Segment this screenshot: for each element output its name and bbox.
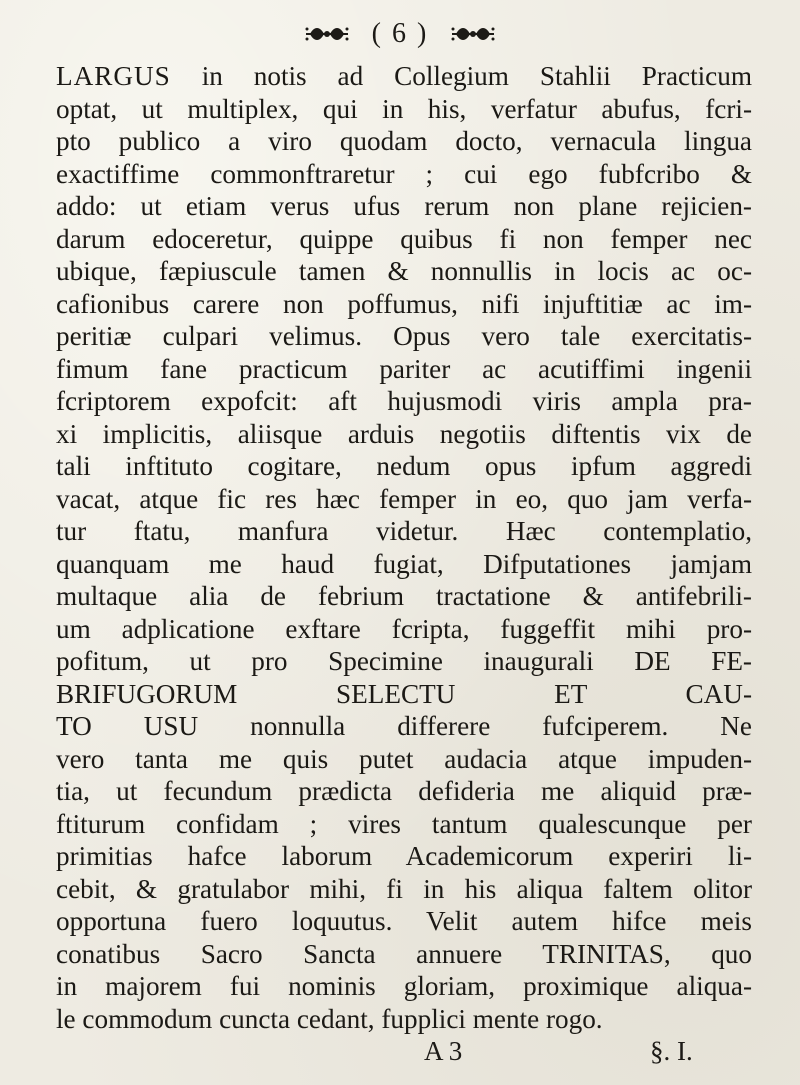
text-line: vero tanta me quis putet audacia atque impuden- <box>56 743 752 774</box>
text-line: addo: ut etiam verus ufus rerum non plane rejicien- <box>56 191 752 221</box>
text-line: tur ftatu, manfura videtur. Hæc contemplatio, <box>56 516 752 546</box>
text-line: pto publico a viro quodam docto, vernacula lingua <box>56 126 752 156</box>
page-footer <box>56 1036 752 1070</box>
text-line: multaque alia de febrium tractatione & antifebrili- <box>56 581 752 611</box>
text-line: optat, ut multiplex, qui in his, verfatur abufus, fcri- <box>56 93 752 124</box>
text-line: primitias hafce laborum Academicorum experiri li- <box>56 841 752 871</box>
text-line: xi implicitis, aliisque arduis negotiis diftentis vix de <box>56 418 752 449</box>
running-header <box>0 14 800 54</box>
text-line: fcriptorem expofcit: aft hujusmodi viris ampla pra- <box>56 386 752 416</box>
text-line: TO USU nonnulla differere fufciperem. Ne <box>56 711 752 741</box>
right-ornament-icon <box>450 24 496 44</box>
text-line: vacat, atque fic res hæc femper in eo, quo jam verfa- <box>56 483 752 514</box>
text-line: quanquam me haud fugiat, Difputationes jamjam <box>56 548 752 579</box>
text-line: darum edoceretur, quippe quibus fi non femper nec <box>56 223 752 254</box>
lead-word: LARGUS <box>56 61 171 91</box>
text-line: cafionibus carere non poffumus, nifi injuftitiæ ac im- <box>56 288 752 319</box>
text-line: tia, ut fecundum prædicta defideria me aliquid præ- <box>56 776 752 806</box>
text-line <box>56 60 752 93</box>
page-number: ( 6 ) <box>371 18 429 49</box>
text-line: le commodum cuncta cedant, fupplici mente rogo. <box>56 1003 603 1034</box>
text-line: fimum fane practicum pariter ac acutiffimi ingenii <box>56 353 752 384</box>
signature-mark: A 3 <box>424 1036 463 1066</box>
text-line: BRIFUGORUM SELECTU ET CAU- <box>56 678 752 709</box>
text-line: tali inftituto cogitare, nedum opus ipfum aggredi <box>56 451 752 481</box>
text-line: ubique, fæpiuscule tamen & nonnullis in locis ac oc- <box>56 256 752 286</box>
text-line: um adplicatione exftare fcripta, fuggeffit mihi pro- <box>56 613 752 644</box>
line-text: in notis ad Collegium Stahlii Practicum <box>170 61 752 91</box>
text-line: pofitum, ut pro Specimine inaugurali DE FE- <box>56 646 752 676</box>
body-paragraph <box>56 60 752 1035</box>
text-line: exactiffime commonftraretur ; cui ego fubfcribo & <box>56 158 752 189</box>
catchword: §. I. <box>650 1036 693 1066</box>
text-line: peritiæ culpari velimus. Opus vero tale exercitatis- <box>56 321 752 351</box>
left-ornament-icon <box>304 24 350 44</box>
text-line: cebit, & gratulabor mihi, fi in his aliqua faltem olitor <box>56 873 752 904</box>
text-line: in majorem fui nominis gloriam, proximique aliqua- <box>56 971 752 1001</box>
text-line: ftiturum confidam ; vires tantum qualescunque per <box>56 808 752 839</box>
text-line: conatibus Sacro Sancta annuere TRINITAS, quo <box>56 938 752 969</box>
text-line: opportuna fuero loquutus. Velit autem hifce meis <box>56 906 752 936</box>
